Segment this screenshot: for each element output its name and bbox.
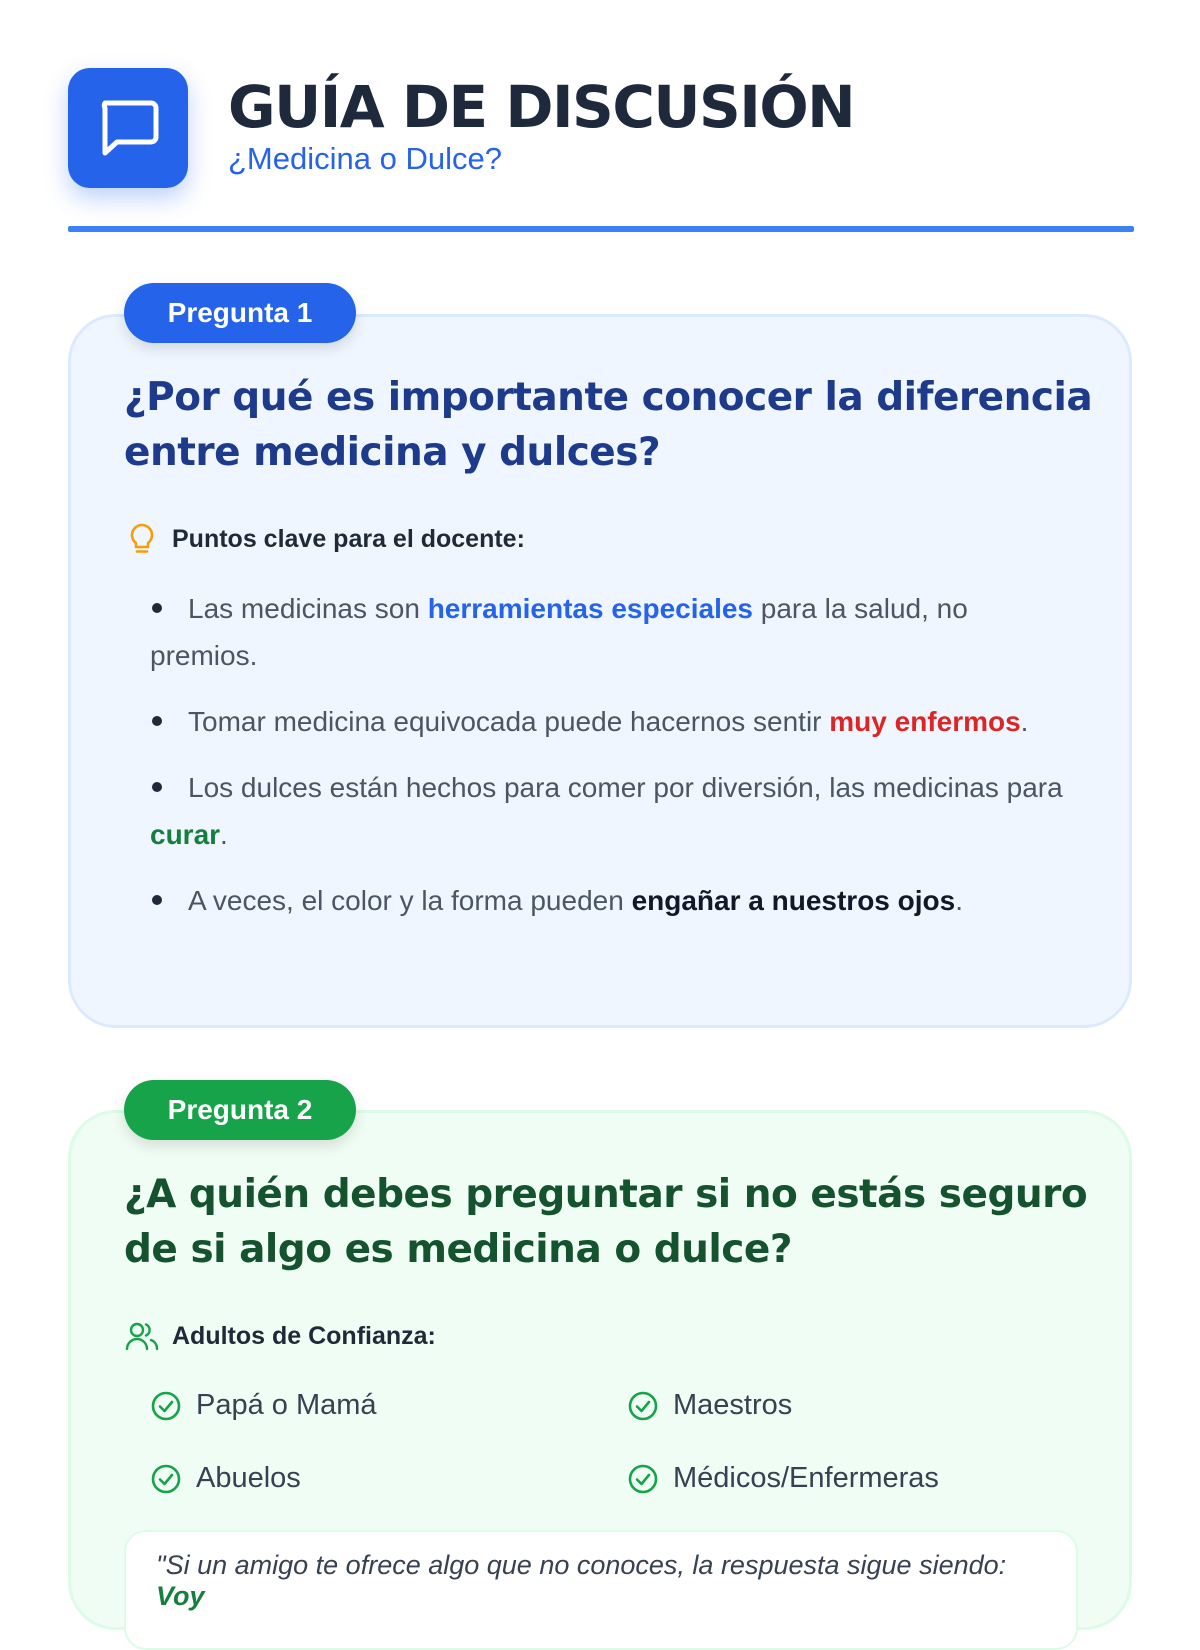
list-item: Abuelos <box>150 1462 301 1495</box>
check-circle-icon <box>627 1390 659 1422</box>
bullet-dot <box>152 895 162 905</box>
trusted-adults-heading <box>124 1318 436 1354</box>
page-header <box>68 68 1134 233</box>
list-item: Papá o Mamá <box>150 1389 377 1422</box>
list-item: Maestros <box>627 1389 792 1422</box>
header-divider <box>68 226 1134 232</box>
question-badge-1: Pregunta 1 <box>124 283 356 343</box>
lightbulb-icon <box>124 521 160 557</box>
key-points-heading <box>124 521 525 557</box>
check-circle-icon <box>627 1463 659 1495</box>
question-badge-2: Pregunta 2 <box>124 1080 356 1140</box>
check-circle-icon <box>150 1463 182 1495</box>
check-circle-icon <box>150 1390 182 1422</box>
question-text-1: ¿Por qué es importante conocer la diferencia entre medicina y dulces? <box>124 375 1093 475</box>
list-item: Los dulces están hechos para comer por diversión, las medicinas para curar. <box>150 772 1063 850</box>
trusted-adults-label: Adultos de Confianza: <box>172 1321 436 1350</box>
quote-box <box>124 1530 1078 1650</box>
quote-text: "Si un amigo te ofrece algo que no conoces, la respuesta sigue siendo: <box>156 1550 1007 1580</box>
question-text-2: ¿A quién debes preguntar si no estás seguro de si algo es medicina o dulce? <box>124 1172 1088 1272</box>
chat-bubble-icon <box>68 68 188 188</box>
users-icon <box>124 1318 160 1354</box>
list-item: Las medicinas son herramientas especiales para la salud, no premios. <box>150 593 968 671</box>
key-points-list <box>150 585 1070 943</box>
list-item: A veces, el color y la forma pueden engañar a nuestros ojos. <box>150 877 1070 924</box>
list-item: Médicos/Enfermeras <box>627 1462 939 1495</box>
bullet-dot <box>152 603 162 613</box>
bullet-dot <box>152 716 162 726</box>
quote-emphasis: Voy <box>156 1581 205 1611</box>
page-title: GUÍA DE DISCUSIÓN <box>228 73 855 141</box>
key-points-label: Puntos clave para el docente: <box>172 524 525 553</box>
list-item: Tomar medicina equivocada puede hacernos sentir muy enfermos. <box>150 698 1070 745</box>
bullet-dot <box>152 782 162 792</box>
page-subtitle: ¿Medicina o Dulce? <box>228 141 502 176</box>
